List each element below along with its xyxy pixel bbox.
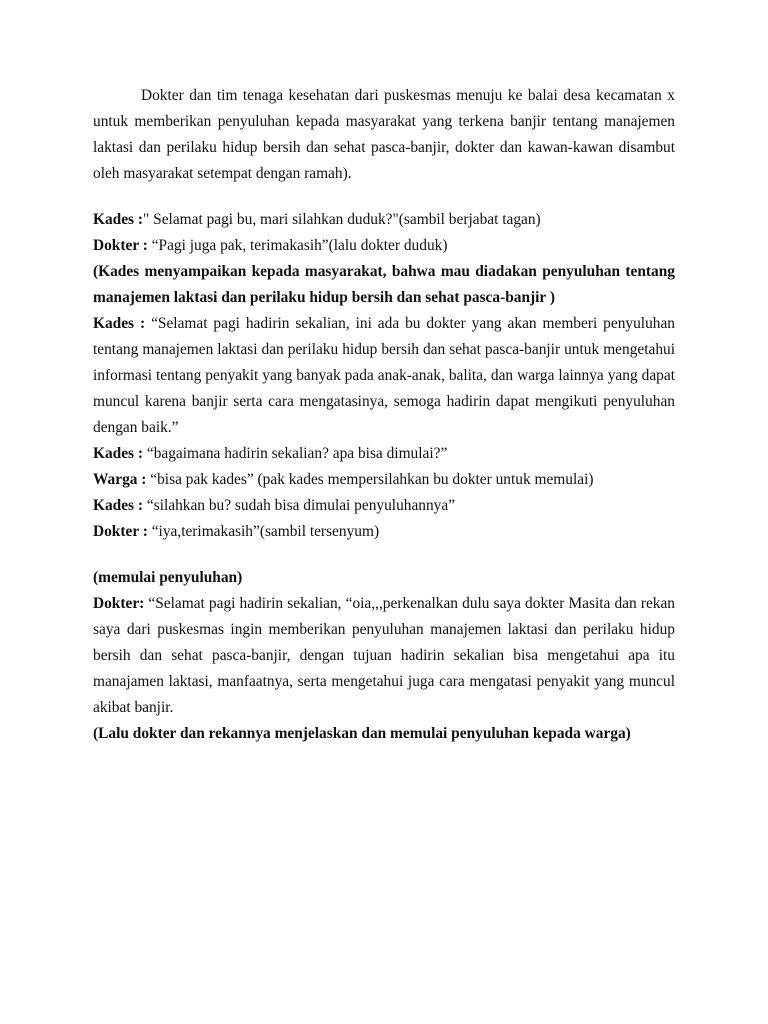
dialogue-line (93, 467, 675, 493)
spacer (93, 187, 675, 207)
stage-direction (93, 721, 675, 747)
dialogue-text: “bisa pak kades” (pak kades mempersilahkan bu dokter untuk memulai) (146, 471, 594, 488)
dialogue-text: “bagaimana hadirin sekalian? apa bisa dimulai?” (143, 445, 448, 462)
speaker-label: Kades : (93, 211, 144, 228)
document-page (93, 83, 675, 747)
dialogue-line (93, 311, 675, 441)
dialogue-line (93, 207, 675, 233)
dialogue-text: “iya,terimakasih”(sambil tersenyum) (147, 523, 380, 540)
speaker-label: Dokter: (93, 595, 145, 612)
stage-direction (93, 259, 675, 311)
speaker-label: Warga : (93, 471, 147, 488)
stage-direction-text: (memulai penyuluhan) (93, 569, 243, 586)
dialogue-line (93, 493, 675, 519)
speaker-label: Dokter : (93, 237, 148, 254)
speaker-label: Kades : (93, 445, 144, 462)
dialogue-line (93, 233, 675, 259)
dialogue-text: “Selamat pagi hadirin sekalian, ini ada bu dokter yang akan memberi penyuluhan tentang manajemen laktasi dan perilaku hidup bersih dan sehat pasca-banjir untuk mengetahui informasi tentang penyakit yang banyak pada anak-anak, balita, dan warga lainnya yang dapat muncul karena banjir serta cara mengatasinya, semoga hadirin dapat mengikuti penyuluhan dengan baik.” (93, 315, 675, 436)
dialogue-text: “Pagi juga pak, terimakasih”(lalu dokter duduk) (147, 237, 448, 254)
dialogue-line (93, 441, 675, 467)
stage-direction (93, 565, 675, 591)
speaker-label: Kades : (93, 315, 146, 332)
dialogue-text: “silahkan bu? sudah bisa dimulai penyuluhannya” (143, 497, 456, 514)
speaker-label: Dokter : (93, 523, 148, 540)
dialogue-text: “Selamat pagi hadirin sekalian, “oia,,,perkenalkan dulu saya dokter Masita dan rekan saya dari puskesmas ingin memberikan penyuluhan manajemen laktasi dan perilaku hidup bersih dan sehat pasca-banjir, dengan tujuan hadirin sekalian bisa mengetahui apa itu manajamen laktasi, manfaatnya, serta mengetahui juga cara mengatasi penyakit yang muncul akibat banjir. (93, 595, 675, 716)
dialogue-line (93, 591, 675, 721)
speaker-label: Kades : (93, 497, 144, 514)
stage-direction-text: (Kades menyampaikan kepada masyarakat, bahwa mau diadakan penyuluhan tentang manajemen laktasi dan perilaku hidup bersih dan sehat pasca-banjir ) (93, 263, 675, 306)
dialogue-section-2 (93, 565, 675, 747)
dialogue-section-1 (93, 207, 675, 545)
intro-paragraph: Dokter dan tim tenaga kesehatan dari puskesmas menuju ke balai desa kecamatan x untuk memberikan penyuluhan kepada masyarakat yang terkena banjir tentang manajemen laktasi dan perilaku hidup bersih dan sehat pasca-banjir, dokter dan kawan-kawan disambut oleh masyarakat setempat dengan ramah). (93, 87, 675, 182)
dialogue-line (93, 519, 675, 545)
spacer (93, 545, 675, 565)
stage-direction-text: (Lalu dokter dan rekannya menjelaskan dan memulai penyuluhan kepada warga) (93, 725, 631, 742)
dialogue-text: " Selamat pagi bu, mari silahkan duduk?"(sambil berjabat tagan) (143, 211, 541, 228)
